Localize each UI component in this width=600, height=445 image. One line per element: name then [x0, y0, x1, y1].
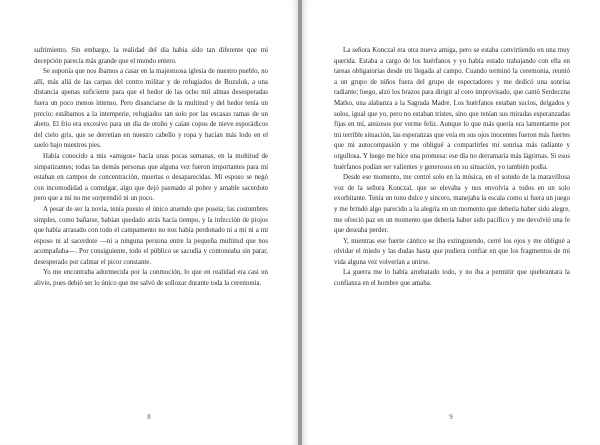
paragraph: Se suponía que nos íbamos a casar en la majestuosa iglesia de nuestro pueblo, no allí, más allá de las carpas del centro militar y de refugiados de Buzuluk, a una distancia apenas suficiente para que el hedor de las ocho mil almas desesperadas fuera un poco menos intenso. Pero disanciarse de la multitud y del hedor tenía un precio: estábamos a la intemperie, refugiados tan solo por las escasas ramas de un abeto. El frío era excesivo para un día de otoño y caían copos de nieve esporádicos del cielo gris, que se derretían en nuestro cabello y ropa y hacían más lodo en el suelo bajo nuestros pies.: [34, 68, 268, 150]
paragraph: sufrimiento. Sin embargo, la realidad del día había sido tan diferente que mi decepción parecía más grande que el mundo entero.: [34, 47, 268, 65]
paragraph: Y, mientras ese fuerte cántico se iba extinguiendo, cerré los ojos y me obligué a olvidar el miedo y las dudas hasta que pudiera confiar en que los fragmentos de mi vida alguna vez volverían a unirse.: [334, 237, 570, 266]
paragraph: La señora Konczal era otra nueva amiga, pero se estaba convirtiendo en una muy querida. Estaba a cargo de los huérfanos y yo había estado trabajando con ella en tareas obligatorias desde mi llegada al campo. Cuando terminó la ceremonia, reunió a un grupo de niños fuera del grupo de espectadores y me dedicó una sonrisa radiante; luego, alzó los brazos para dirigir al coro improvisado, que cantó Serdeczna Matko, una alabanza a la Sagrada Madre. Los huérfanos estaban sucios, delgados y solos, igual que yo, pero no estaban tristes, sino que tenían sus miradas esperanzadas fijas en mí, ansiosos por verme feliz. Aunque lo que más quería era lamentarme por mi terrible situación, las esperanzas que veía en sus ojos inocentes fueron más fuertes que mi autocompasión y me obligué a compartirles mi sonrisa más radiante y orgullosa. Y luego me hice una promesa: ese día no derramaría más lágrimas. Si esos huérfanos podían ser valientes y generosos en su situación, yo también podía.: [334, 47, 570, 171]
left-page-text: [34, 46, 268, 290]
paragraph: A pesar de ser la novia, tenía puesto el único atuendo que poseía; las costumbres simples, como bañarse, habían quedado atrás hacía tiempo, y la infección de piojos que había arrasado con todo el campamento no nos había perdonado ni a mí ni a mi esposo ni al sacerdote —ni a ninguna persona entre la pequeña multitud que nos acompañaba—. Por consiguiente, todo el público se sacudía y contoneaba sin parar, desesperado por calmar el picor constante.: [34, 205, 268, 266]
page-number: 8: [147, 414, 151, 421]
right-page-text: [334, 46, 570, 290]
paragraph: Había conocido a mis «amigos» hacía unas pocas semanas, en la multitud de simpatizantes; todas las demás personas que alguna vez fueron importantes para mí estaban en campos de concentración, muertas o desaparecidas. Mi esposo se negó con incomodidad a comulgar, algo que dejó pasmado al pobre y amable sacerdote pero que a mí no me sorprendió ni un poco.: [34, 152, 268, 203]
right-page: [302, 0, 600, 445]
paragraph: Yo me encontraba adormecida por la conmoción, lo que en realidad era casi un alivio, pues debió ser lo único que me salvó de sollozar durante toda la ceremonia.: [34, 269, 268, 288]
page-number: 9: [449, 414, 453, 421]
paragraph: Desde ese momento, me centré solo en la música, en el sonido de la maravillosa voz de la señora Konczal, que se elevaba y nos envolvía a todos en un solo exorbitante. Tenía un tono dulce y sincero, manejaba la escala como si fuera un juego y me brindó algo parecido a la alegría en un momento que debería haber sido alegre, me ofreció paz en un momento que debería haber sido pacífico y me devolvió una fe que deseaba perder.: [334, 174, 570, 235]
left-page: [0, 0, 298, 445]
paragraph: La guerra me lo había arrebatado todo, y no iba a permitir que quebrantara la confianza en el hombre que amaba.: [334, 269, 570, 288]
